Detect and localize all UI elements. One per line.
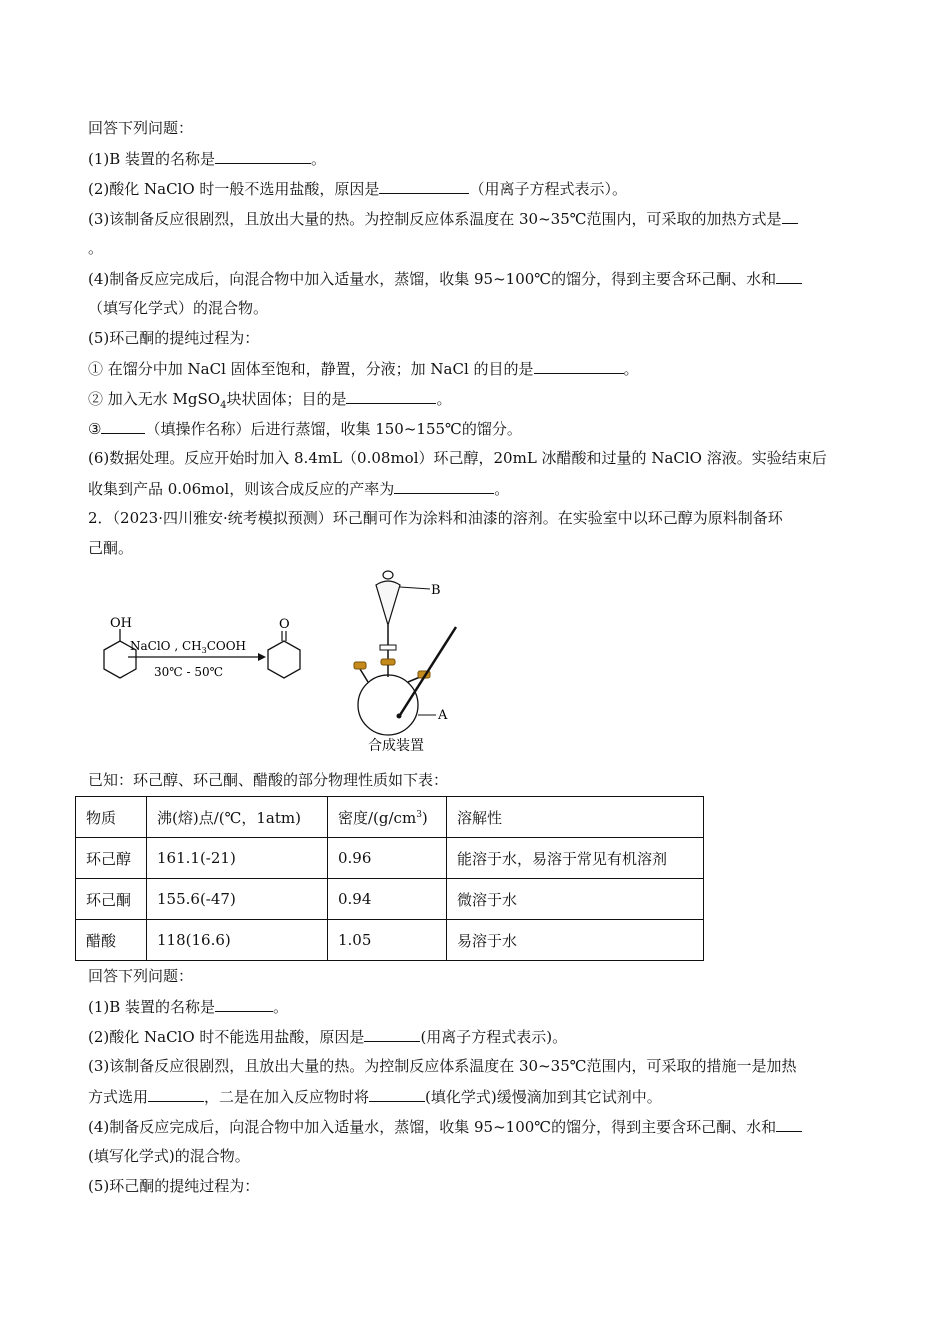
answer-blank[interactable] [364,1026,420,1042]
question-1-5-step3: ③ （填操作名称）后进行蒸馏，收集 150~155℃的馏分。 [88,420,522,438]
problem-2-intro: 2．（2023·四川雅安·统考模拟预测）环己酮可作为涂料和油漆的溶剂。在实验室中以环己醇为原料制备环 [88,509,783,527]
oh-label: OH [110,616,132,631]
table-header-cell: 沸(熔)点/(℃，1atm) [147,797,328,838]
apparatus-caption: 合成装置 [368,738,424,754]
table-cell: 能溶于水，易溶于常见有机溶剂 [447,838,704,879]
table-row [76,879,704,920]
condition-label: 30℃ - 50℃ [154,665,224,679]
reagent-label: NaClO , $CH_3COOH$ [130,639,247,655]
table-header-cell: 物质 [76,797,147,838]
question-1-6-cont: 收集到产品 0.06mol，则该合成反应的产率为 。 [88,480,510,498]
synthesis-apparatus [340,565,480,755]
question-2-3-cont: 方式选用 ，二是在加入反应物时将 (填化学式)缓慢滴加到其它试剂中。 [88,1088,662,1106]
answer-blank[interactable] [101,418,145,434]
answer-blank[interactable] [215,996,273,1012]
question-2-4: (4)制备反应完成后，向混合物中加入适量水，蒸馏，收集 95~100℃的馏分，得到主要含环己酮、水和 [88,1116,802,1137]
table-cell: 1.05 [328,920,447,961]
answer-blank[interactable] [346,388,436,404]
flask-a [358,675,418,735]
arrow-head [258,653,266,661]
table-cell: 醋酸 [76,920,147,961]
question-2-3: (3)该制备反应很剧烈，且放出大量的热。为控制反应体系温度在 30~35℃范围内，可采取的措施一是加热 [88,1057,797,1075]
o-label: O [279,617,290,632]
question-1-3-cont: 。 [88,239,104,257]
question-2-1: (1)B 装置的名称是 。 [88,998,289,1016]
answer-blank[interactable] [776,268,802,284]
table-cell: 环己醇 [76,838,147,879]
answer-prompt-1: 回答下列问题： [88,119,194,137]
answer-blank[interactable] [776,1116,802,1132]
question-1-5-step1: ① 在馏分中加 NaCl 固体至饱和，静置，分液；加 NaCl 的目的是 。 [88,360,639,378]
table-header-cell: 溶解性 [447,797,704,838]
answer-blank[interactable] [215,148,311,164]
table-header-cell: 密度$/(g/cm^3)$ [328,797,447,838]
question-1-4: (4)制备反应完成后，向混合物中加入适量水，蒸馏，收集 95~100℃的馏分，得到主要含环己酮、水和 [88,268,802,289]
table-cell: 易溶于水 [447,920,704,961]
joint-left [354,662,366,669]
table-cell: 环己酮 [76,879,147,920]
stopcock [380,645,396,650]
cyclohexanone-ring [268,641,300,678]
label-b: B [431,583,441,598]
question-1-1: (1)B 装置的名称是 。 [88,150,327,168]
joint-center [381,659,395,665]
question-1-4-cont: （填写化学式）的混合物。 [88,299,269,317]
question-1-3: (3)该制备反应很剧烈，且放出大量的热。为控制反应体系温度在 30~35℃范围内，可采取的加热方式是 [88,208,798,229]
table-cell: 155.6(-47) [147,879,328,920]
question-2-5: (5)环己酮的提纯过程为： [88,1177,260,1195]
properties-table [75,796,704,961]
table-cell: 0.94 [328,879,447,920]
known-properties-intro: 已知：环己醇、环己酮、醋酸的部分物理性质如下表： [88,771,449,789]
table-row [76,920,704,961]
funnel-b [376,581,400,625]
question-1-5-step2: ② 加入无水 MgSO$_4$块状固体；目的是 。 [88,390,452,411]
question-1-6: (6)数据处理。反应开始时加入 8.4mL（0.08mol）环己醇，20mL 冰醋酸和过量的 NaClO 溶液。实验结束后 [88,449,827,467]
flask-neck-left [360,669,368,682]
answer-blank[interactable] [534,358,624,374]
answer-blank[interactable] [369,1086,425,1102]
answer-blank[interactable] [394,478,494,494]
question-1-5: (5)环己酮的提纯过程为： [88,329,260,347]
answer-blank[interactable] [782,208,798,224]
problem-2-intro-cont: 己酮。 [88,539,134,557]
funnel-stopper [383,571,393,579]
question-2-4-cont: (填写化学式)的混合物。 [88,1147,250,1165]
answer-blank[interactable] [379,178,469,194]
thermometer [400,627,456,715]
table-cell: 161.1(-21) [147,838,328,879]
answer-prompt-2: 回答下列问题： [88,967,194,985]
table-header-row [76,797,704,838]
table-cell: 118(16.6) [147,920,328,961]
table-row [76,838,704,879]
table-cell: 0.96 [328,838,447,879]
label-b-leader [400,587,430,589]
thermometer-bulb [397,714,402,719]
question-2-2: (2)酸化 NaClO 时不能选用盐酸，原因是 (用离子方程式表示)。 [88,1028,568,1046]
question-1-2: (2)酸化 NaClO 时一般不选用盐酸，原因是 （用离子方程式表示）。 [88,180,627,198]
table-cell: 微溶于水 [447,879,704,920]
answer-blank[interactable] [148,1086,204,1102]
reaction-scheme [80,612,310,692]
label-a: A [438,708,448,723]
